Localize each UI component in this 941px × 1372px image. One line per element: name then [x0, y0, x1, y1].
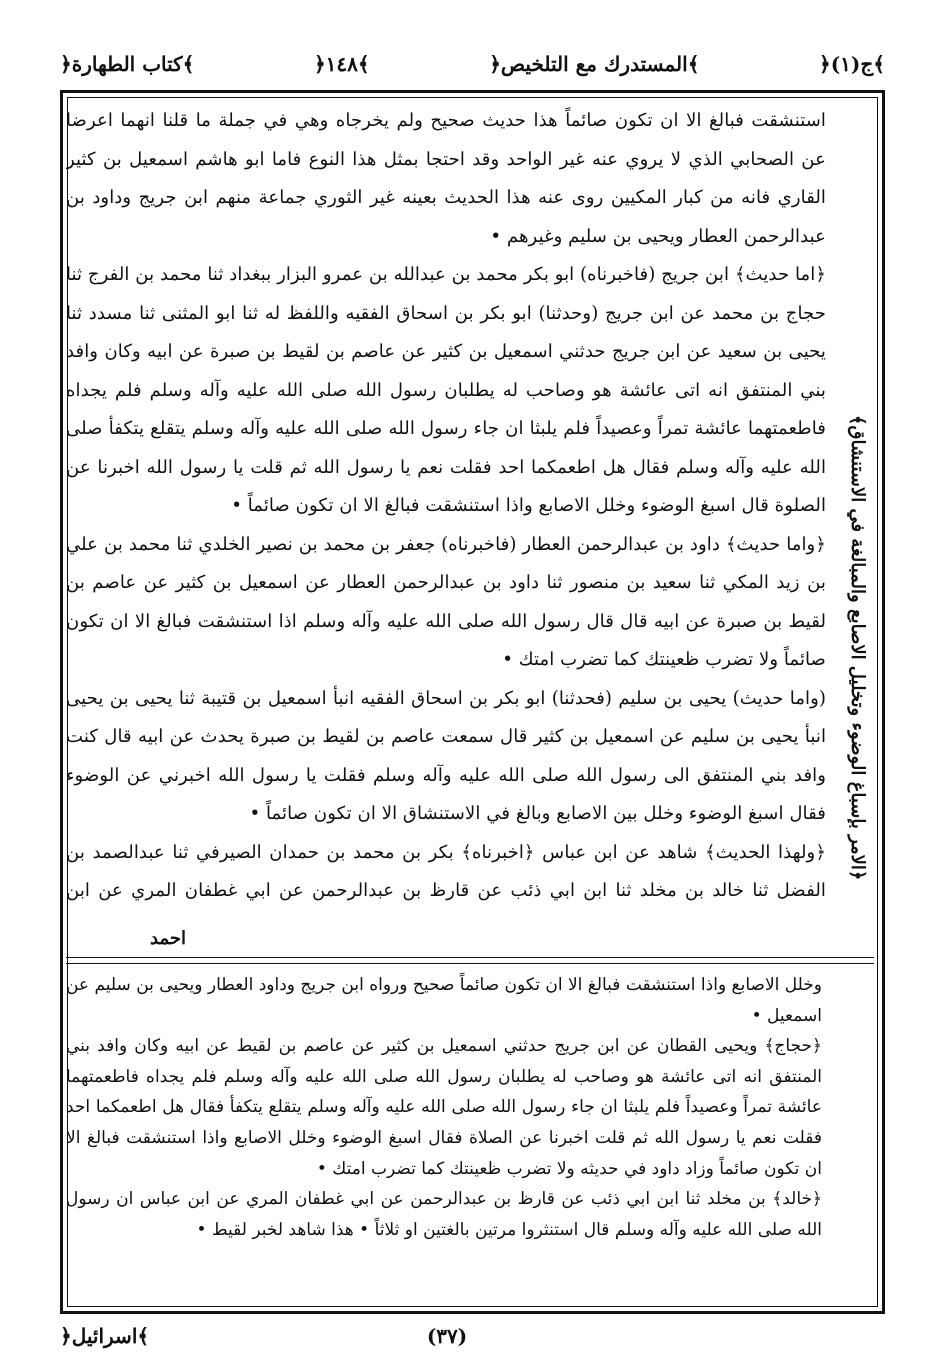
page-footer: [60, 1316, 885, 1356]
main-text: [66, 102, 826, 910]
footer-signature: ﴿اسرائيل﴾: [60, 1324, 150, 1348]
margin-note: ﴿الامر بإسباغ الوضوء وتخليل الاصابع والمبالغة في الاستنشاق﴾: [847, 414, 868, 880]
footnote-text: [66, 970, 822, 1290]
book-title: ﴿المستدرك مع التلخيص﴾: [489, 52, 700, 76]
separator-label: احمد: [150, 928, 186, 949]
main-paragraph: (واما حديث) يحيى بن سليم (فحدثنا) ابو بكر بن اسحاق الفقيه انبأ اسمعيل بن قتيبة ثنا يحيى بن يحيى انبأ يحيى بن سليم عن اسمعيل بن كثير قال سمعت عاصم بن لقيط بن صبرة يحدث عن ابيه قال كنت وافد بني المنتفق الى رسول الله صلى الله عليه وآله وسلم فقلت يا رسول الله اخبرني عن الوضوء فقال اسبغ الوضوء وخلل بين الاصابع وبالغ في الاستنشاق الا ان تكون صائماً •: [66, 687, 826, 824]
page-number: ﴿١٤٨﴾: [313, 52, 370, 76]
footnote-paragraph: ﴿خالد﴾ بن مخلد ثنا ابن ابي ذئب عن قارظ بن عبدالرحمن عن ابي غطفان المري عن ابن عباس ان رسول الله صلى الله عليه وآله وسلم قال استنثروا مرتين بالغتين او ثلاثاً • هذا شاهد لخبر لقيط •: [66, 1189, 822, 1240]
chapter-title: ﴿كتاب الطهارة﴾: [60, 52, 195, 76]
sheet-number: (٣٧): [426, 1324, 468, 1348]
main-paragraph: ﴿ولهذا الحديث﴾ شاهد عن ابن عباس ﴿اخبرناه﴾ بكر بن محمد بن حمدان الصيرفي ثنا عبدالصمد بن الفضل ثنا خالد بن مخلد ثنا ابن ابي ذئب عن قارظ بن عبدالرحمن عن ابي غطفان المري عن ابن: [66, 841, 826, 901]
separator-rule: [66, 963, 874, 964]
volume-label: ﴿ج(١)﴾: [818, 52, 885, 76]
main-paragraph: استنشقت فبالغ الا ان تكون صائماً هذا حديث صحيح ولم يخرجاه وهي في جملة ما قلنا انهما اعرضا عن الصحابي الذي لا يروي عنه غير الواحد وقد احتجا بمثل هذا النوع فاما ابو هاشم اسمعيل بن كثير القاري فانه من كبار المكيين روى عنه هذا الحديث بعينه غير الثوري جماعة منهم ابن جريج وداود بن عبدالرحمن العطار ويحيى بن سليم وغيرهم •: [66, 110, 826, 247]
page-header: [60, 44, 885, 84]
footnote-paragraph: وخلل الاصابع واذا استنشقت فبالغ الا ان تكون صائماً صحيح ورواه ابن جريج وداود العطار ويحيى بن سليم عن اسمعيل •: [66, 975, 822, 1026]
footnote-paragraph: ﴿حجاج﴾ ويحيى القطان عن ابن جريج حدثني اسمعيل بن كثير عن عاصم بن لقيط عن ابيه وكان وافد بني المنتفق انه اتى عائشة هو وصاحب له يطلبان رسول الله صلى الله عليه وآله وسلم فلم يجداه فاطعمتهما عائشة تمراً وعصيداً فلم يلبثا ان جاء رسول الله صلى الله عليه وآله وسلم يتقلع يتكفأ فقال هل اطعمكما احد فقلت نعم يا رسول الله ثم قلت اخبرنا عن الصلاة فقال اسبغ الوضوء وخلل الاصابع واذا استنشقت فبالغ الا ان تكون صائماً وزاد داود في حديثه ولا تضرب ظعينتك كما تضرب امتك •: [66, 1036, 822, 1179]
main-paragraph: ﴿اما حديث﴾ ابن جريج (فاخبرناه) ابو بكر محمد بن عبدالله بن عمرو البزار ببغداد ثنا محمد بن الفرج ثنا حجاج بن محمد عن ابن جريج (وحدثنا) ابو بكر بن اسحاق الفقيه واللفظ له ثنا ابو المثنى ثنا مسدد ثنا يحيى بن سعيد عن ابن جريج حدثني اسمعيل بن كثير عن عاصم بن لقيط بن صبرة عن ابيه وكان وافد بني المنتفق انه اتى عائشة هو وصاحب له يطلبان رسول الله صلى الله عليه وآله وسلم فلم يجداه فاطعمتهما عائشة تمراً وعصيداً فلم يلبثا ان جاء رسول الله صلى الله عليه وآله وسلم يتقلع يتكفأ صلى الله عليه وآله وسلم فقال هل اطعمكما احد فقلت نعم يا رسول الله ثم قلت يا رسول الله اخبرنا عن الصلوة قال اسبغ الوضوء وخلل الاصابع واذا استنشقت فبالغ الا ان تكون صائماً •: [66, 264, 826, 516]
separator-rule: [66, 957, 874, 958]
main-paragraph: ﴿واما حديث﴾ داود بن عبدالرحمن العطار (فاخبرناه) جعفر بن محمد بن نصير الخلدي ثنا محمد بن علي بن زيد المكي ثنا سعيد بن منصور ثنا داود بن عبدالرحمن العطار عن اسمعيل بن كثير عن عاصم بن لقيط بن صبرة عن ابيه قال قال رسول الله صلى الله عليه وآله وسلم اذا استنشقت فبالغ الا ان تكون صائماً ولا تضرب ظعينتك كما تضرب امتك •: [66, 533, 826, 670]
